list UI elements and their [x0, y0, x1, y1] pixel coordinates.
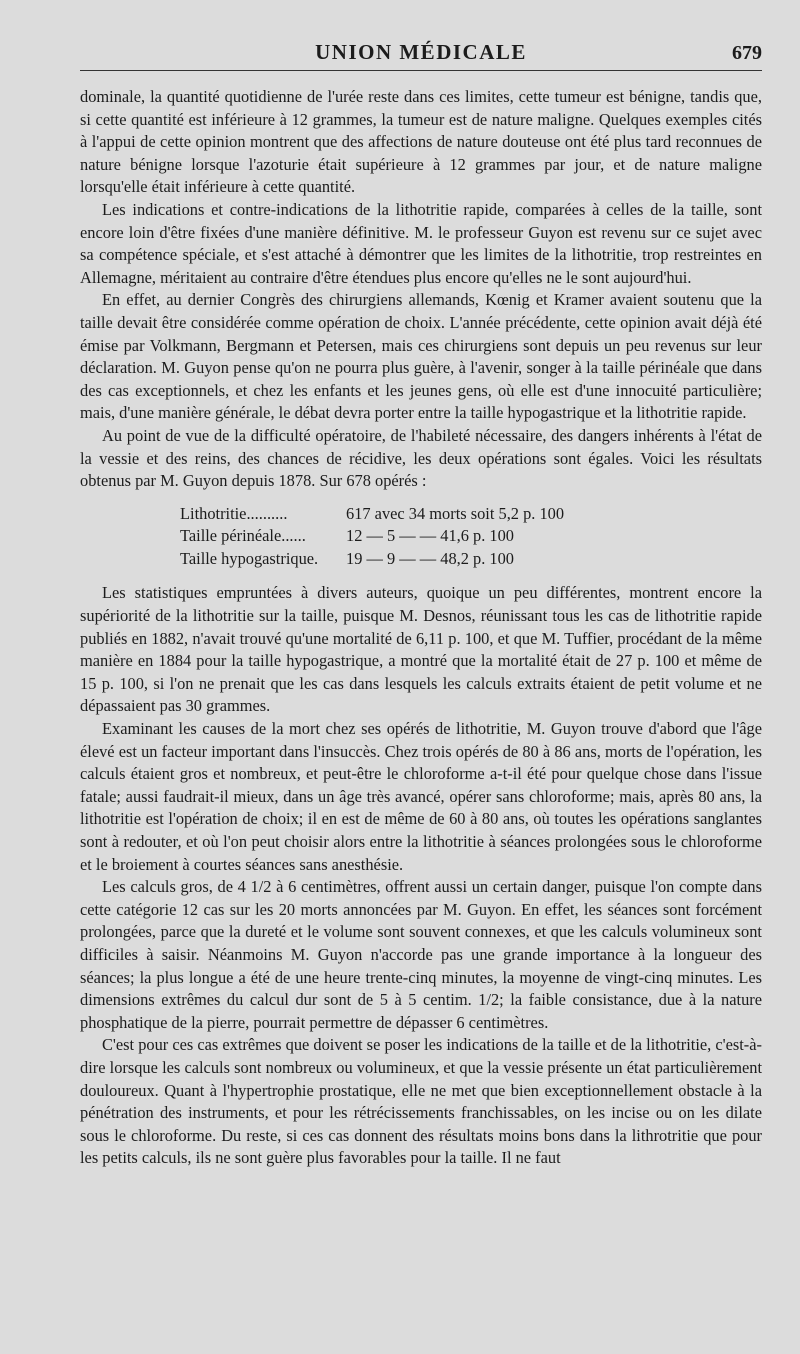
stat-value: 19 — 9 — — 48,2 p. 100 [346, 548, 515, 568]
stat-row [80, 525, 762, 548]
page-number: 679 [732, 42, 762, 64]
stat-label: Taille hypogastrique. [180, 548, 319, 568]
stat-value: 12 — 5 — — 41,6 p. 100 [346, 526, 515, 546]
stat-row [80, 548, 762, 571]
page-header [80, 0, 762, 64]
stat-label: Lithotritie.......... [180, 503, 288, 523]
running-title: UNION MÉDICALE [315, 40, 527, 64]
statistics-table [80, 503, 762, 571]
stat-label: Taille périnéale...... [180, 526, 306, 546]
paragraph: En effet, au dernier Congrès des chirurgiens allemands, Kœnig et Kramer avaient soutenu que la taille devait être considérée comme opération de choix. L'année précédente, cette opinion avait déjà été émise par Volkmann, Bergmann et Petersen, mais ces chirurgiens sont depuis un peu revenus sur leur déclaration. M. Guyon pense qu'on ne pourra plus guère, à l'avenir, songer à la taille périnéale que dans des cas exceptionnels, et chez les enfants et les jeunes gens, où elle est d'une innocuité particulière; mais, d'une manière générale, le débat devra porter entre la taille hypogastrique et la lithotritie rapide. [80, 290, 762, 423]
header-rule [80, 70, 762, 71]
paragraph: Les statistiques empruntées à divers auteurs, quoique un peu différentes, montrent encore la supériorité de la lithotritie sur la taille, puisque M. Desnos, réunissant tous les cas de lithotritie rapide publiés en 1882, n'avait trouvé qu'une mortalité de 6,11 p. 100, et que M. Tuffier, procédant de la même manière en 1884 pour la taille hypogastrique, a montré que la mortalité était de 27 p. 100 et même de 15 p. 100, si l'on ne prenait que les cas dans lesquels les calculs extraits étaient de petit volume et ne dépassaient pas 30 grammes. [80, 583, 762, 716]
paragraph: dominale, la quantité quotidienne de l'urée reste dans ces limites, cette tumeur est bénigne, tandis que, si cette quantité est inférieure à 12 grammes, la tumeur est de nature maligne. Quelques exemples cités à l'appui de cette opinion montrent que des affections de nature douteuse ont été plus tard reconnues de nature bénigne lorsque l'azoturie était supérieure à 12 grammes par jour, et de nature maligne lorsqu'elle était inférieure à cette quantité. [80, 87, 762, 197]
body-text [80, 64, 762, 1170]
paragraph: Les indications et contre-indications de la lithotritie rapide, comparées à celles de la taille, sont encore loin d'être fixées d'une manière définitive. M. le professeur Guyon est revenu sur ce sujet avec sa compétence spéciale, et s'est attaché à démontrer que les limites de la lithotritie, trop restreintes en Allemagne, méritaient au contraire d'être étendues plus encore qu'elles ne le sont aujourd'hui. [80, 199, 762, 287]
paragraph: Au point de vue de la difficulté opératoire, de l'habileté nécessaire, des dangers inhérents à l'état de la vessie et des reins, des chances de récidive, les deux opérations sont égales. Voici les résultats obtenus par M. Guyon depuis 1878. Sur 678 opérés : [80, 425, 762, 491]
paragraph: C'est pour ces cas extrêmes que doivent se poser les indications de la taille et de la lithotritie, c'est-à-dire lorsque les calculs sont nombreux ou volumineux, et que la vessie présente un état particulièrement douloureux. Quant à l'hypertrophie prostatique, elle ne met que bien exceptionnellement obstacle à la pénétration des instruments, et pour les rétrécissements franchissables, on les incise ou on les dilate sous le chloroforme. Du reste, si ces cas donnent des résultats moins bons dans la lithrotritie que pour les petits calculs, ils ne sont guère plus favorables pour la taille. Il ne faut [80, 1035, 762, 1168]
paragraph: Examinant les causes de la mort chez ses opérés de lithotritie, M. Guyon trouve d'abord que l'âge élevé est un facteur important dans l'insuccès. Chez trois opérés de 80 à 86 ans, morts de l'opération, les calculs étaient gros et nombreux, et peut-être le chloroforme a-t-il été pour quelque chose dans l'issue fatale; aussi faudrait-il mieux, dans un âge très avancé, opérer sans chloroforme; mais, après 80 ans, la lithotritie est l'opération de choix; il en est de même de 60 à 80 ans, où toutes les opérations sanglantes sont à redouter, et où l'on peut choisir alors entre la lithotritie à séances prolongées sous le chloroforme et le broiement à courtes séances sans anesthésie. [80, 719, 762, 874]
stat-row [80, 503, 762, 526]
paragraph: Les calculs gros, de 4 1/2 à 6 centimètres, offrent aussi un certain danger, puisque l'on compte dans cette catégorie 12 cas sur les 20 morts annoncées par M. Guyon. En effet, les séances sont forcément prolongées, parce que la dureté et le volume sont souvent connexes, et que les calculs volumineux sont difficiles à saisir. Néanmoins M. Guyon n'accorde pas une grande importance à la longueur des séances; la plus longue a été de une heure trente-cinq minutes, la moyenne de vingt-cinq minutes. Les dimensions extrêmes du calcul dur sont de 5 à 5 centim. 1/2; la faible consistance, due à la nature phosphatique de la pierre, pourrait permettre de dépasser 6 centimètres. [80, 877, 762, 1032]
stat-value: 617 avec 34 morts soit 5,2 p. 100 [346, 503, 565, 523]
